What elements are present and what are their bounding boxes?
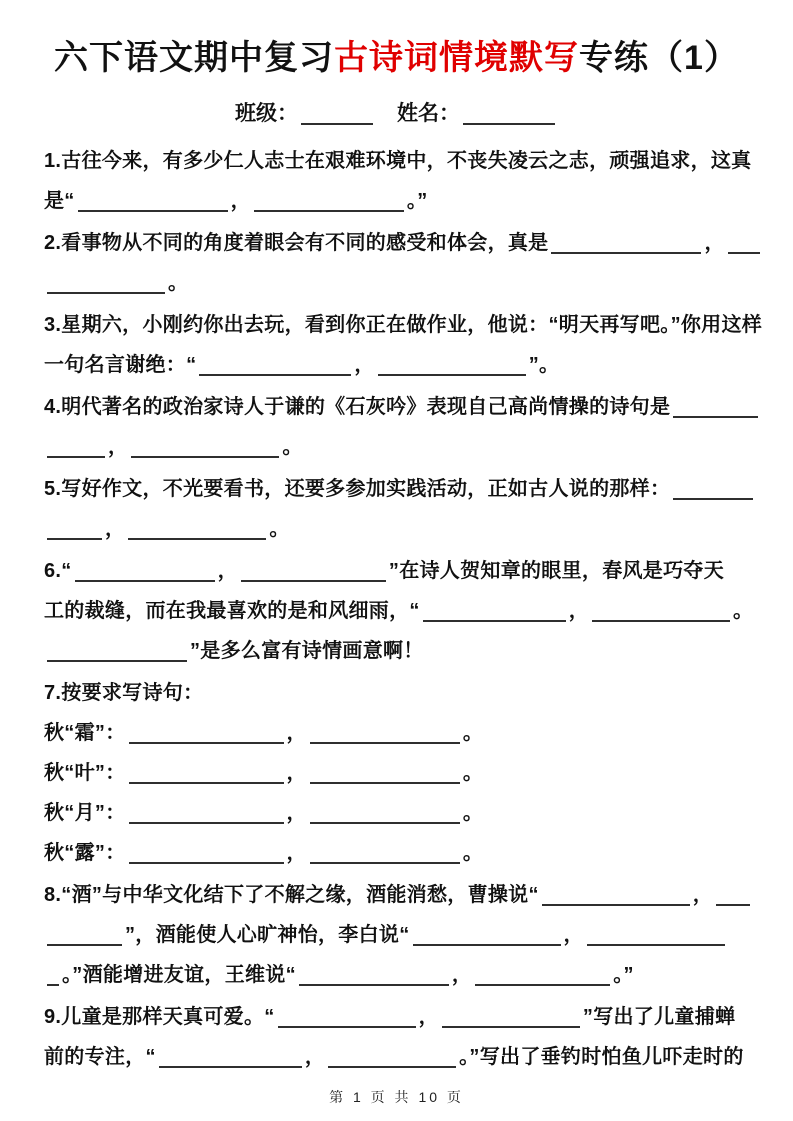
answer-blank bbox=[673, 415, 758, 418]
text-run: 6.“ bbox=[44, 560, 72, 582]
text-run: 5.写好作文，不光要看书，还要多参加实践活动，正如古人说的那样： bbox=[44, 478, 671, 500]
text-run: ”。 bbox=[528, 354, 560, 376]
text-run: ， bbox=[704, 232, 725, 254]
answer-blank bbox=[413, 943, 561, 946]
text-run: 一句名言谢绝：“ bbox=[44, 354, 197, 376]
answer-blank bbox=[442, 1025, 580, 1028]
question-line bbox=[44, 833, 749, 873]
text-run: 秋“月”： bbox=[44, 802, 126, 824]
question-line bbox=[44, 1037, 749, 1077]
answer-blank bbox=[310, 781, 460, 784]
answer-blank bbox=[159, 1065, 302, 1068]
page-footer: 第 1 页 共 10 页 bbox=[329, 1089, 464, 1105]
text-run: 7.按要求写诗句： bbox=[44, 682, 204, 704]
text-run: ”在诗人贺知章的眼里，春风是巧夺天 bbox=[388, 560, 725, 582]
text-run: ， bbox=[304, 1046, 326, 1068]
question-line bbox=[44, 469, 749, 509]
question-line bbox=[44, 141, 752, 181]
question-line bbox=[44, 345, 749, 385]
answer-blank bbox=[241, 579, 386, 582]
title-text-right: 专练（1） bbox=[579, 39, 739, 77]
question-line bbox=[44, 427, 749, 467]
question-q2 bbox=[44, 223, 749, 303]
answer-blank bbox=[423, 619, 566, 622]
answer-blank bbox=[673, 497, 753, 500]
answer-blank bbox=[129, 741, 284, 744]
answer-blank bbox=[716, 903, 750, 906]
answer-blank bbox=[131, 455, 279, 458]
answer-blank bbox=[254, 209, 404, 212]
answer-blank bbox=[47, 983, 59, 986]
title-highlight: 古诗词情境默写 bbox=[334, 39, 580, 77]
text-run: ， bbox=[286, 842, 307, 864]
answer-blank bbox=[129, 781, 284, 784]
text-run: ， bbox=[692, 884, 714, 906]
answer-blank bbox=[78, 209, 228, 212]
question-q1 bbox=[44, 141, 752, 221]
text-run: 。 bbox=[462, 722, 484, 744]
text-run: ， bbox=[354, 354, 375, 376]
answer-blank bbox=[47, 455, 105, 458]
answer-blank bbox=[301, 122, 373, 125]
question-line bbox=[44, 793, 749, 833]
questions-container bbox=[44, 141, 763, 1079]
question-line bbox=[44, 673, 749, 713]
text-run: 。”写出了垂钓时怕鱼儿吓走时的 bbox=[459, 1046, 744, 1068]
answer-blank bbox=[47, 659, 187, 662]
question-line bbox=[44, 223, 749, 263]
text-run: ， bbox=[105, 518, 126, 540]
text-run: 4.明代著名的政治家诗人于谦的《石灰吟》表现自己高尚情操的诗句是 bbox=[44, 396, 671, 418]
answer-blank bbox=[310, 861, 460, 864]
text-run: 秋“霜”： bbox=[44, 722, 126, 744]
question-line bbox=[44, 387, 749, 427]
text-run: ， bbox=[286, 722, 307, 744]
text-run: 秋“露”： bbox=[44, 842, 126, 864]
text-run: 。 bbox=[462, 842, 484, 864]
text-run: ”，酒能使人心旷神怡，李白说“ bbox=[125, 924, 410, 946]
text-run: ， bbox=[568, 600, 590, 622]
text-run: ， bbox=[418, 1006, 439, 1028]
text-run: ”是多么富有诗情画意啊！ bbox=[190, 640, 424, 662]
text-run: ， bbox=[451, 964, 473, 986]
question-line bbox=[44, 915, 749, 955]
answer-blank bbox=[542, 903, 690, 906]
question-q9 bbox=[44, 997, 749, 1077]
answer-blank bbox=[199, 373, 351, 376]
text-run: 姓名： bbox=[376, 102, 460, 125]
text-run: 。 bbox=[168, 272, 189, 294]
text-run: 前的专注，“ bbox=[44, 1046, 156, 1068]
question-line bbox=[44, 713, 749, 753]
answer-blank bbox=[378, 373, 526, 376]
question-line bbox=[44, 955, 749, 995]
text-run: 2.看事物从不同的角度着眼会有不同的感受和体会，真是 bbox=[44, 232, 549, 254]
answer-blank bbox=[328, 1065, 456, 1068]
question-line bbox=[44, 753, 749, 793]
text-run: 。 bbox=[282, 436, 303, 458]
question-line bbox=[44, 875, 749, 915]
text-run: 。 bbox=[269, 518, 290, 540]
text-run: 是“ bbox=[44, 190, 75, 212]
text-run: 1.古往今来，有多少仁人志士在艰难环境中，不丧失凌云之志，顽强追求，这真 bbox=[44, 150, 752, 172]
text-run: ， bbox=[230, 190, 251, 212]
text-run: 。 bbox=[462, 762, 484, 784]
text-run: 。 bbox=[733, 600, 754, 622]
text-run: ， bbox=[286, 762, 307, 784]
answer-blank bbox=[278, 1025, 416, 1028]
text-run: ， bbox=[217, 560, 238, 582]
title-text-left: 六下语文期中复习 bbox=[54, 39, 335, 77]
question-line bbox=[44, 997, 749, 1037]
text-run: 3.星期六，小刚约你出去玩，看到你正在做作业，他说：“明天再写吧。”你用这样 bbox=[44, 314, 763, 336]
question-line bbox=[44, 631, 749, 671]
answer-blank bbox=[592, 619, 730, 622]
answer-blank bbox=[129, 861, 284, 864]
question-q7 bbox=[44, 673, 749, 873]
answer-blank bbox=[475, 983, 610, 986]
page-title bbox=[44, 30, 749, 79]
answer-blank bbox=[128, 537, 266, 540]
question-q8 bbox=[44, 875, 749, 995]
text-run: ， bbox=[286, 802, 307, 824]
question-line bbox=[44, 509, 749, 549]
text-run: 8.“酒”与中华文化结下了不解之缘，酒能消愁，曹操说“ bbox=[44, 884, 539, 906]
question-line bbox=[44, 591, 754, 631]
question-q5 bbox=[44, 469, 749, 549]
answer-blank bbox=[299, 983, 449, 986]
text-run: ， bbox=[563, 924, 584, 946]
answer-blank bbox=[47, 291, 165, 294]
text-run: 9.儿童是那样天真可爱。“ bbox=[44, 1006, 275, 1028]
text-run: ， bbox=[108, 436, 129, 458]
text-run: 。” bbox=[406, 190, 428, 212]
text-run: 。 bbox=[462, 802, 484, 824]
question-line bbox=[44, 305, 763, 345]
answer-blank bbox=[463, 122, 555, 125]
question-line bbox=[44, 551, 749, 591]
answer-blank bbox=[47, 943, 122, 946]
text-run: ”写出了儿童捕蝉 bbox=[582, 1006, 736, 1028]
question-q4 bbox=[44, 387, 749, 467]
text-run: 。” bbox=[613, 964, 634, 986]
answer-blank bbox=[75, 579, 215, 582]
question-line bbox=[44, 263, 749, 303]
answer-blank bbox=[310, 741, 460, 744]
class-name-row bbox=[44, 97, 749, 131]
question-q6 bbox=[44, 551, 754, 671]
text-run: 工的裁缝，而在我最喜欢的是和风细雨，“ bbox=[44, 600, 420, 622]
answer-blank bbox=[310, 821, 460, 824]
answer-blank bbox=[47, 537, 102, 540]
text-run: 班级： bbox=[235, 102, 298, 125]
answer-blank bbox=[587, 943, 725, 946]
question-q3 bbox=[44, 305, 763, 385]
answer-blank bbox=[129, 821, 284, 824]
text-run: 。”酒能增进友谊，王维说“ bbox=[62, 964, 296, 986]
answer-blank bbox=[728, 251, 760, 254]
answer-blank bbox=[551, 251, 701, 254]
question-line bbox=[44, 181, 749, 221]
text-run: 秋“叶”： bbox=[44, 762, 126, 784]
